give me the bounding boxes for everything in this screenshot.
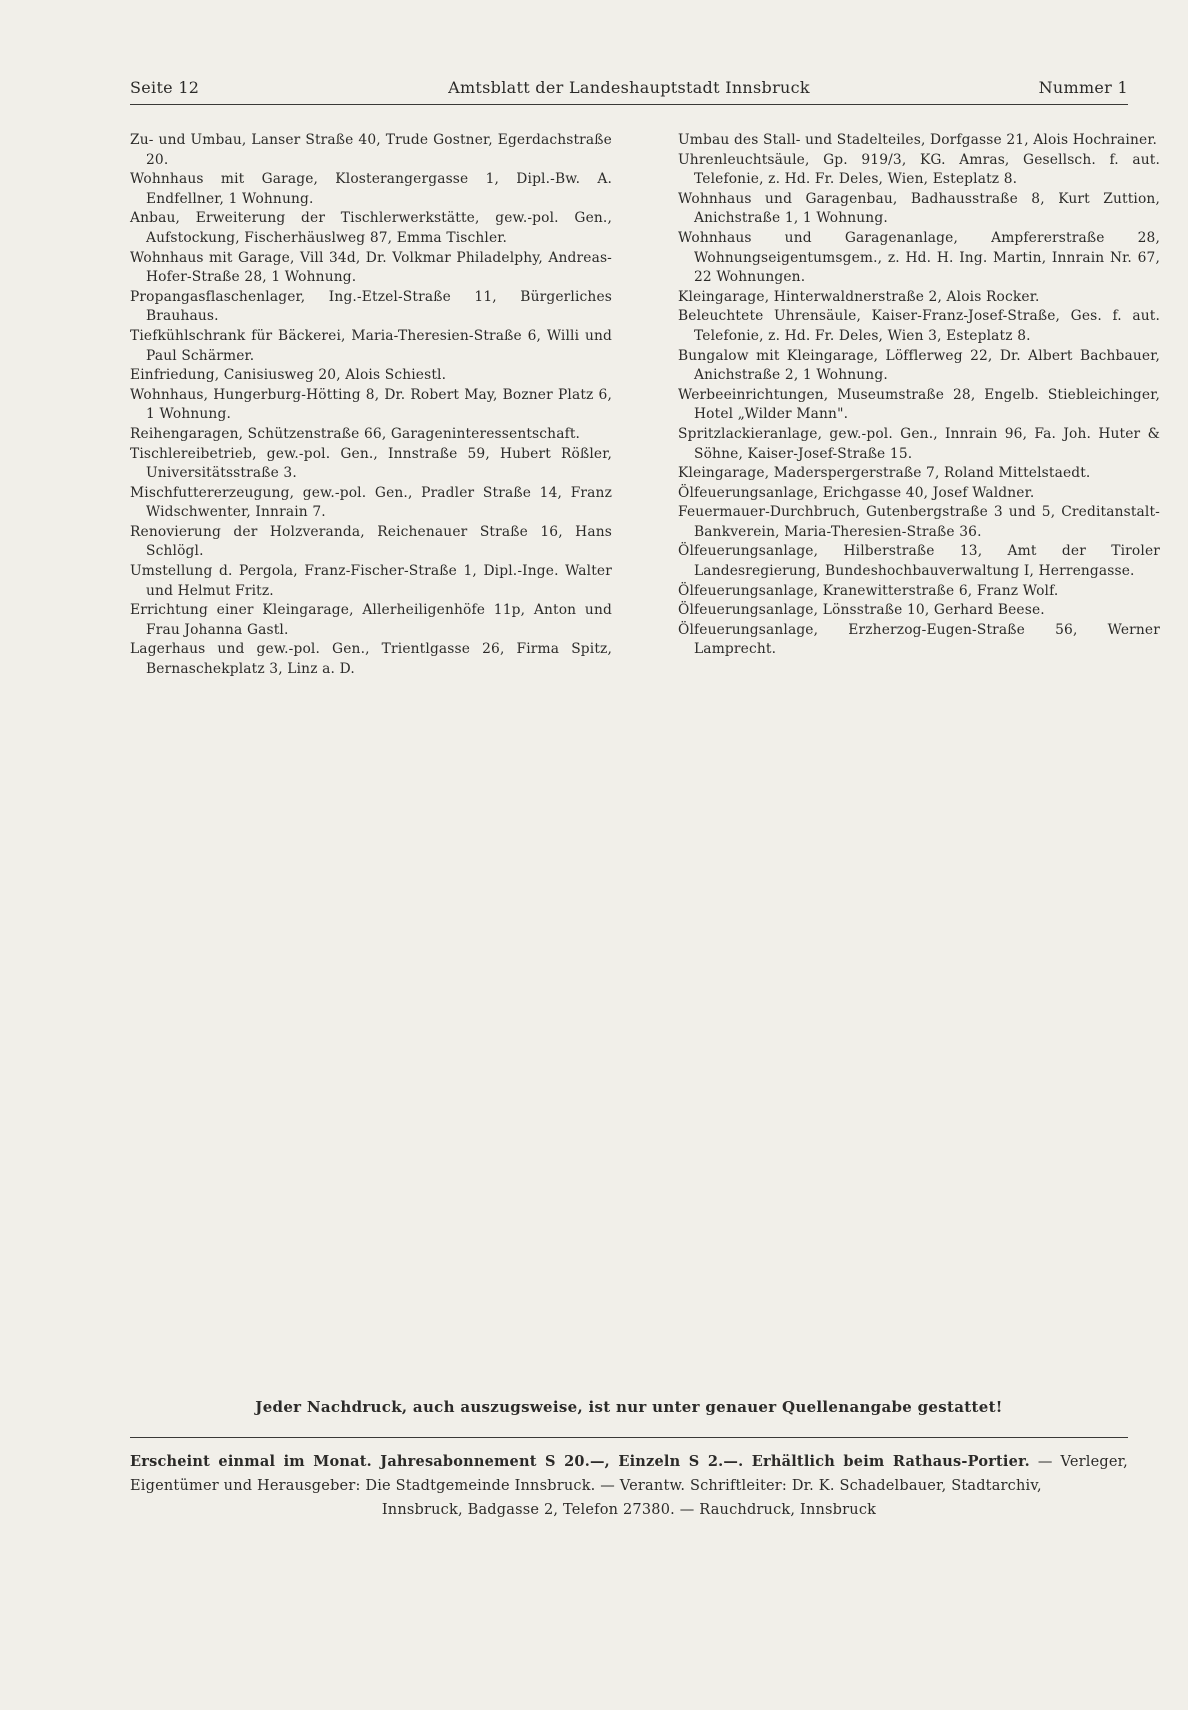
list-item: Einfriedung, Canisiusweg 20, Alois Schiestl.: [130, 367, 447, 384]
list-item: Lagerhaus und gew.-pol. Gen., Trientlgasse 26, Firma Spitz, Bernaschekplatz 3, Linz a. D.: [130, 641, 612, 678]
list-item: Kleingarage, Maderspergerstraße 7, Roland Mittelstaedt.: [678, 465, 1091, 482]
list-item: Mischfuttererzeugung, gew.-pol. Gen., Pradler Straße 14, Franz Widschwenter, Innrain 7.: [130, 484, 612, 521]
list-item: Ölfeuerungsanlage, Erichgasse 40, Josef Waldner.: [678, 484, 1035, 501]
list-item: Zu- und Umbau, Lanser Straße 40, Trude Gostner, Egerdachstraße 20.: [130, 132, 612, 168]
list-item: Kleingarage, Hinterwaldnerstraße 2, Alois Rocker.: [678, 288, 1040, 305]
page-number: Seite 12: [130, 78, 200, 97]
list-item: Errichtung einer Kleingarage, Allerheiligenhöfe 11p, Anton und Frau Johanna Gastl.: [130, 602, 612, 638]
issue-number: Nummer 1: [1038, 78, 1128, 97]
list-item: Tischlereibetrieb, gew.-pol. Gen., Innstraße 59, Hubert Rößler, Universitätsstraße 3.: [130, 445, 612, 482]
list-item: Bungalow mit Kleingarage, Löfflerweg 22, Dr. Albert Bachbauer, Anichstraße 2, 1 Wohnung.: [678, 347, 1160, 384]
list-item: Anbau, Erweiterung der Tischlerwerkstätte, gew.-pol. Gen., Aufstockung, Fischerhäuslweg 87, Emma Tischler.: [130, 210, 612, 246]
header-divider: [130, 104, 1128, 105]
left-column: [130, 131, 612, 680]
publisher-address: Innsbruck, Badgasse 2, Telefon 27380. — Rauchdruck, Innsbruck: [381, 1502, 877, 1518]
page-header: [130, 78, 1128, 104]
list-item: Feuermauer-Durchbruch, Gutenbergstraße 3 und 5, Creditanstalt-Bankverein, Maria-Theresien-Straße 36.: [678, 504, 1160, 540]
list-item: Spritzlackieranlage, gew.-pol. Gen., Innrain 96, Fa. Joh. Huter & Söhne, Kaiser-Josef-Straße 15.: [678, 425, 1160, 462]
list-item: Wohnhaus und Garagenanlage, Ampfererstraße 28, Wohnungseigentumsgem., z. Hd. H. Ing. Martin, Innrain Nr. 67, 22 Wohnungen.: [678, 229, 1160, 286]
list-item: Ölfeuerungsanlage, Erzherzog-Eugen-Straße 56, Werner Lamprecht.: [678, 621, 1160, 658]
list-item: Ölfeuerungsanlage, Hilberstraße 13, Amt der Tiroler Landesregierung, Bundeshochbauverwaltung I, Herrengasse.: [678, 543, 1160, 580]
list-item: Umstellung d. Pergola, Franz-Fischer-Straße 1, Dipl.-Inge. Walter und Helmut Fritz.: [130, 563, 612, 599]
list-item: Wohnhaus mit Garage, Klosterangergasse 1, Dipl.-Bw. A. Endfellner, 1 Wohnung.: [130, 171, 612, 207]
colophon: [130, 1450, 1128, 1522]
list-item: Ölfeuerungsanlage, Lönsstraße 10, Gerhard Beese.: [678, 602, 1045, 619]
list-item: Umbau des Stall- und Stadelteiles, Dorfgasse 21, Alois Hochrainer.: [678, 132, 1158, 148]
subscription-info: Erscheint einmal im Monat. Jahresabonnement S 20.—, Einzeln S 2.—. Erhältlich beim Rathaus-Portier.: [130, 1453, 1030, 1470]
list-item: Werbeeinrichtungen, Museumstraße 28, Engelb. Stiebleichinger, Hotel „Wilder Mann".: [678, 386, 1160, 423]
list-item: Reihengaragen, Schützenstraße 66, Garageninteressentschaft.: [130, 425, 581, 442]
list-item: Renovierung der Holzveranda, Reichenauer Straße 16, Hans Schlögl.: [130, 523, 612, 560]
list-item: Wohnhaus mit Garage, Vill 34d, Dr. Volkmar Philadelphy, Andreas-Hofer-Straße 28, 1 Wohnung.: [130, 249, 612, 286]
reprint-notice: Jeder Nachdruck, auch auszugsweise, ist nur unter genauer Quellenangabe gestattet!: [255, 1398, 1003, 1416]
publisher-info: — Verleger, Eigentümer und Herausgeber: Die Stadtgemeinde Innsbruck. — Verantw. Schriftleiter: Dr. K. Schadelbauer, Stadtarchiv,: [130, 1454, 1128, 1494]
list-item: Wohnhaus und Garagenbau, Badhausstraße 8, Kurt Zuttion, Anichstraße 1, 1 Wohnung.: [678, 190, 1160, 227]
footer-divider: [130, 1437, 1128, 1438]
list-item: Wohnhaus, Hungerburg-Hötting 8, Dr. Robert May, Bozner Platz 6, 1 Wohnung.: [130, 386, 612, 423]
list-item: Ölfeuerungsanlage, Kranewitterstraße 6, Franz Wolf.: [678, 582, 1059, 599]
list-item: Tiefkühlschrank für Bäckerei, Maria-Theresien-Straße 6, Willi und Paul Schärmer.: [130, 327, 612, 364]
list-item: Beleuchtete Uhrensäule, Kaiser-Franz-Josef-Straße, Ges. f. aut. Telefonie, z. Hd. Fr. Deles, Wien 3, Esteplatz 8.: [678, 308, 1160, 344]
list-item: Propangasflaschenlager, Ing.-Etzel-Straße 11, Bürgerliches Brauhaus.: [130, 288, 612, 325]
right-column: [678, 131, 1160, 660]
publication-title: Amtsblatt der Landeshauptstadt Innsbruck: [448, 78, 810, 97]
list-item: Uhrenleuchtsäule, Gp. 919/3, KG. Amras, Gesellsch. f. aut. Telefonie, z. Hd. Fr. Deles, Wien, Esteplatz 8.: [678, 151, 1160, 188]
